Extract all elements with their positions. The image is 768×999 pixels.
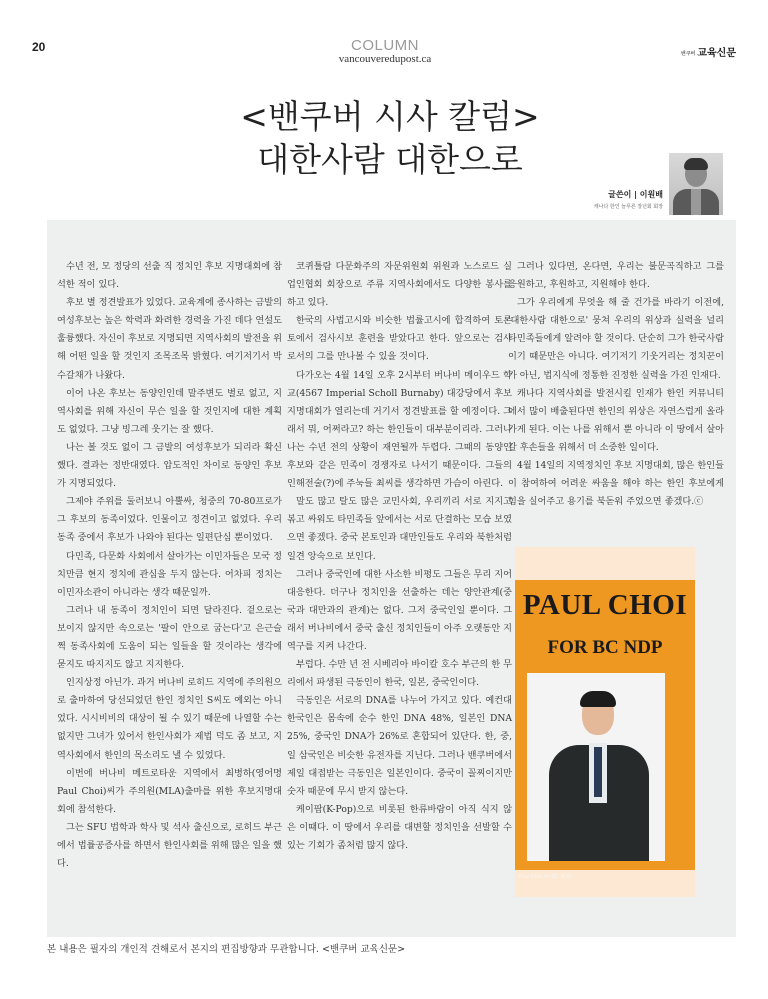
paragraph: 이어 나온 후보는 동양인인데 말주변도 별로 없고, 지역사회를 위해 자신이 무슨 일을 할 것인지에 대한 계획도 없었다. 그냥 빙그레 웃기는 잘 했다. bbox=[57, 387, 282, 435]
article-title bbox=[180, 95, 600, 181]
paragraph: 그러나 있다면, 온다면, 우리는 불문곡직하고 그를 응원하고, 후원하고, 지원해야 한다. bbox=[508, 261, 724, 291]
paragraph: 다민족, 다문화 사회에서 살아가는 이민자들은 모국 정치만큼 현지 정치에 관심을 두지 않는다. 어차피 정치는 이민자소관이 아니라는 생각 때문일까. bbox=[57, 550, 282, 598]
paragraph: 그는 SFU 법학과 학사 및 석사 출신으로, 로히드 부근에서 법률공증사를 하면서 한인사회를 위해 많은 일을 했다. bbox=[57, 821, 282, 870]
paragraph: 부럽다. 수만 년 전 시베리아 바이칼 호수 부근의 한 무리에서 파생된 극동인이 한국, 일본, 중국인이다. bbox=[287, 659, 512, 689]
newspaper-logo bbox=[681, 44, 736, 59]
paragraph: 그러나 내 동족이 정치인이 되면 달라진다. 겉으로는 보이지 않지만 속으로는 '팔이 안으로 굽는다'고 은근슬쩍 동족사회에 도움이 되는 일들을 할 것이라는 생각에 묻지도 따지지도 않고 지지한다. bbox=[57, 604, 282, 671]
paragraph: 케이팝(K-Pop)으로 비롯된 한류바람이 아직 식지 않은 이때다. 이 땅에서 우리를 대변할 정치인을 선발할 수 있는 기회가 좀처럼 많지 않다. bbox=[287, 803, 512, 851]
candidate-photo bbox=[527, 673, 665, 861]
section-label: COLUMN bbox=[350, 37, 419, 54]
paragraph: 그제야 주위를 둘러보니 아뿔싸, 청중의 70-80프로가 그 후보의 동족이었다. 인물이고 정견이고 없었다. 우리 동족 중에서 후보가 나와야 된다는 일편단심 뿐이었다. bbox=[57, 496, 282, 544]
title-line-2: 대한사람 대한으로 bbox=[257, 140, 523, 179]
article-column-2 bbox=[287, 258, 512, 855]
footer-disclaimer: 본 내용은 필자의 개인적 견해로서 본지의 편집방향과 무관합니다. <밴쿠버 교육신문> bbox=[47, 944, 406, 955]
paragraph: 후보 별 정견발표가 있었다. 교육계에 종사하는 금발의 여성후보는 높은 학력과 화려한 경력을 가진 데다 연설도 훌륭했다. 자신이 후보로 지명되면 지역사회의 발전을 위해 어떤 일을 할 것인지 조목조목 밝혔다. 여기저기서 박수갈채가 나왔다. bbox=[57, 297, 282, 381]
paragraph: 한국의 사법고시와 비슷한 법률고시에 합격하여 토론토에서 검사시보 훈련을 받았다고 한다. 앞으로는 검사 로서의 그를 만나볼 수 있을 것이다. bbox=[287, 315, 512, 363]
author-photo bbox=[669, 153, 723, 215]
article-column-3 bbox=[508, 258, 724, 511]
paragraph: 나는 볼 것도 없이 그 금발의 여성후보가 되리라 확신했다. 결과는 정반대였다. 압도적인 차이로 동양인 후보가 지명되었다. bbox=[57, 441, 282, 490]
paragraph: 그러나 중국인에 대한 사소한 비평도 그들은 무리 지어 대응한다. 더구나 정치인을 선출하는 데는 양안관계(중국과 대만과의 관계)는 없다. 그저 중국인일 뿐이다. 그래서 버나비에서 중국 출신 정치인들이 아주 오랫동안 지역구를 지켜 나간다. bbox=[287, 568, 512, 652]
paragraph: 수년 전, 모 정당의 선출 직 정치인 후보 지명대회에 참석한 적이 있다. bbox=[57, 261, 282, 291]
poster-party: FOR BC NDP bbox=[547, 637, 663, 658]
paragraph: 이번에 버나비 메트로타운 지역에서 최병하(영어명 Paul Choi)씨가 주의원(MLA)출마를 위한 후보지명대회에 참석한다. bbox=[57, 767, 282, 815]
paragraph: 그가 우리에게 무엇을 해 줄 건가를 바라기 이전에, '대한사람 대한으로' 뭉쳐 우리의 위상과 실력을 널리 타민족들에게 알려야 할 것이다. 단순히 그가 한국사람이기 때문만은 아니다. 여기저기 기웃거리는 정치꾼이가 아닌, 법지식에 정통한 진정한 실력을 가진 인재다. bbox=[508, 297, 724, 381]
page-number: 20 bbox=[32, 40, 46, 54]
article-column-1 bbox=[57, 258, 282, 873]
logo-small-text: 밴쿠버 bbox=[680, 50, 696, 57]
campaign-poster bbox=[515, 547, 695, 897]
site-url: vancouveredupost.ca bbox=[338, 53, 432, 65]
byline bbox=[594, 189, 663, 210]
paragraph: 극동인은 서로의 DNA를 나누어 가지고 있다. 예컨대 한국인은 몸속에 순수 한인 DNA 48%, 일본인 DNA 25%, 중국인 DNA가 26%로 혼합되어 있단다. 한, 중, 일 삼국인은 비슷한 유전자를 지닌다. 그러나 밴쿠버에서 제일 대접받는 극동인은 일본인이다. 중국이 꼴찌이지만 숫자 때문에 무시 받지 않는다. bbox=[287, 695, 512, 797]
logo-main-text: 교육신문 bbox=[697, 48, 736, 59]
title-line-1: <밴쿠버 시사 칼럼> bbox=[240, 97, 540, 136]
section-header bbox=[300, 38, 470, 65]
paragraph: 캐나다 지역사회를 발전시킬 인재가 한인 커뮤니티에서 많이 배출된다면 한인의 위상은 자연스럽게 올라가게 된다. 이는 나를 위해서 뿐 아니라 이 땅에서 살아갈 후손들을 위해서 더 소중한 일이다. bbox=[508, 387, 724, 453]
poster-caption: Paul Choi for BC NDP bbox=[519, 874, 572, 880]
paragraph: 코퀴틀람 다문화주의 자문위원회 위원과 노스로드 실업인협회 회장으로 주류 지역사회에서도 다양한 봉사를 하고 있다. bbox=[287, 261, 512, 309]
paragraph: 말도 많고 탈도 많은 교민사회, 우리끼리 서로 지지고 볶고 싸워도 타민족들 앞에서는 서로 단결하는 모습 보였으면 좋겠다. 중국 본토인과 대만인들도 우리와 북한처럼 일견 앙숙으로 보인다. bbox=[287, 496, 512, 562]
paragraph: 인지상정 아닌가. 과거 버나비 로히드 지역에 주의원으로 출마하여 당선되었던 한인 정치인 S씨도 예외는 아니었다. 시시비비의 대상이 될 수 있기 때문에 나열할 수는 없지만 그녀가 있어서 한인사회가 제법 덕도 좀 보고, 지역사회에서 한인의 목소리도 낼 수 있었다. bbox=[57, 677, 282, 761]
author-name: 글쓴이 | 이원배 bbox=[608, 190, 663, 199]
poster-candidate-name: PAUL CHOI bbox=[522, 589, 688, 621]
author-role: 캐나다 한인 늘푸른 장년회 회장 bbox=[593, 204, 663, 210]
paragraph: 4월 14일의 지역정치인 후보 지명대회, 많은 한인들이 참여하여 어려운 싸움을 해야 하는 한인 후보에게 힘을 실어주고 용기를 북돋워 주었으면 좋겠다.ⓒ bbox=[508, 460, 724, 508]
paragraph: 다가오는 4월 14일 오후 2시부터 버나비 메이우드 학교(4567 Imperial Scholl Burnaby) 대강당에서 후보지명대회가 열리는데 거기서 정견발표를 할 예정이다. 그래서 뭐, 어쩌라고? 하는 한인들이 대부분이리라. 그러나 나는 수년 전의 상황이 재연될까 두렵다. 그때의 동양인 후보와 같은 민족이 경쟁자로 나서기 때문이다. 그들의 인해전술(?)에 주눅들 최씨를 생각하면 가슴이 아린다. bbox=[287, 369, 512, 490]
